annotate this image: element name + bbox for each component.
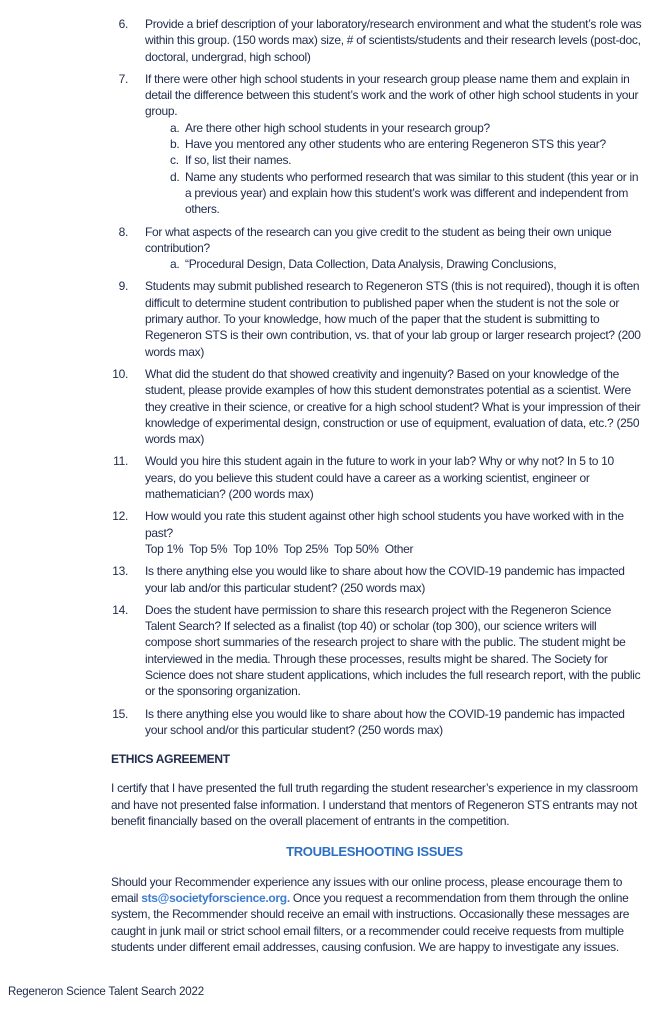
rating-options: Top 1% Top 5% Top 10% Top 25% Top 50% Other bbox=[145, 541, 414, 556]
subitem-letter: d. bbox=[170, 169, 180, 184]
question-number: 7. bbox=[118, 71, 128, 86]
question-text: For what aspects of the research can you give credit to the student as being their own unique contribution? bbox=[145, 224, 612, 255]
ethics-body: I certify that I have presented the full truth regarding the student researcher’s experience in my classroom and have not presented false information. I understand that mentors of Regeneron STS entrants may not benefit financially based on the overall placement of entrants in the competition. bbox=[111, 781, 638, 829]
question-item-15 bbox=[96, 706, 642, 739]
question-body bbox=[145, 71, 642, 218]
question-item-11 bbox=[96, 453, 642, 502]
question-body bbox=[145, 508, 642, 557]
question-number: 6. bbox=[118, 17, 128, 31]
email-link[interactable]: sts@societyforscience.org. bbox=[141, 890, 290, 905]
question-number: 8. bbox=[118, 224, 128, 239]
question-text: How would you rate this student against other high school students you have worked with in the past? bbox=[145, 509, 624, 540]
question-item-10 bbox=[96, 366, 642, 447]
troubleshooting-body bbox=[111, 874, 638, 955]
question-number: 13. bbox=[112, 564, 128, 579]
subitem-text: Have you mentored any other students who are entering Regeneron STS this year? bbox=[185, 137, 606, 152]
subitem-text: Name any students who performed research that was similar to this student (this year or in a previous year) and explain how this student’s work was different and independent from others. bbox=[185, 169, 639, 217]
subitem-letter: a. bbox=[170, 257, 180, 272]
question-text: Does the student have permission to share this research project with the Regeneron Science Talent Search? If selected as a finalist (top 40) or scholar (top 300), our science writers will compose short summaries of the research project to share with the public. The student might be interviewed in the media. Through these processes, results might be shared. The Society for Science does not share student applications, which includes the full research report, with the public or the sponsoring organization. bbox=[145, 602, 641, 699]
question-text: Provide a brief description of your laboratory/research environment and what the student’s role was within this group. (150 words max) size, # of scientists/students and their research levels (post-doc, doctoral, undergrad, high school) bbox=[145, 17, 642, 64]
question-text: Students may submit published research to Regeneron STS (this is not required), though it is often difficult to determine student contribution to published paper when the student is not the sole or primary author. To your knowledge, how much of the paper that the student is submitting to Regeneron STS is their own contribution, vs. that of your lab group or larger research project? (200 words max) bbox=[145, 279, 641, 359]
ethics-heading: ETHICS AGREEMENT bbox=[111, 752, 230, 767]
troubleshooting-text-after: Once you request a recommendation from them through the online system, the Recommender should receive an email with instructions. Occasionally these messages are caught in junk mail or strict school email filters, or a recommender could receive requests from multiple students under different email addresses, causing confusion. We are happy to investigate any issues. bbox=[111, 890, 630, 954]
subitem-letter: b. bbox=[170, 137, 180, 152]
question-subitem bbox=[170, 169, 642, 218]
question-subitem bbox=[170, 152, 642, 168]
question-number: 12. bbox=[112, 509, 128, 524]
question-list bbox=[96, 16, 642, 738]
subitem-text: Are there other high school students in your research group? bbox=[185, 120, 490, 135]
question-item-12 bbox=[96, 508, 642, 557]
question-subitem bbox=[170, 136, 642, 152]
question-item-8 bbox=[96, 224, 642, 273]
question-subitem bbox=[170, 120, 642, 136]
troubleshooting-text-before: Should your Recommender experience any issues with our online process, please encourage them to email bbox=[111, 874, 623, 905]
troubleshooting-heading: TROUBLESHOOTING ISSUES bbox=[286, 844, 463, 860]
question-body bbox=[145, 224, 642, 273]
question-number: 14. bbox=[112, 602, 128, 617]
question-item-9 bbox=[96, 278, 642, 359]
question-subitem bbox=[170, 256, 642, 272]
question-item-6 bbox=[96, 16, 642, 65]
question-text: Would you hire this student again in the future to work in your lab? Why or why not? In 5 to 10 years, do you believe this student could have a career as a working scientist, engineer or mathematician? (200 words max) bbox=[145, 454, 614, 502]
question-sublist bbox=[145, 256, 642, 272]
subitem-text: If so, list their names. bbox=[185, 153, 292, 168]
subitem-letter: c. bbox=[170, 153, 179, 168]
subitem-text: “Procedural Design, Data Collection, Data Analysis, Drawing Conclusions, bbox=[185, 257, 557, 272]
question-number: 15. bbox=[112, 706, 128, 721]
question-number: 9. bbox=[118, 279, 128, 294]
question-sublist bbox=[145, 120, 642, 218]
question-text: If there were other high school students in your research group please name them and explain in detail the difference between this student’s work and the work of other high school students in your group. bbox=[145, 71, 639, 119]
footer-text: Regeneron Science Talent Search 2022 bbox=[8, 986, 204, 998]
question-text: Is there anything else you would like to share about how the COVID-19 pandemic has impacted your school and/or this particular student? (250 words max) bbox=[145, 706, 625, 737]
question-item-14 bbox=[96, 602, 642, 700]
question-item-13 bbox=[96, 563, 642, 596]
document-page bbox=[96, 16, 642, 955]
question-item-7 bbox=[96, 71, 642, 218]
question-text: Is there anything else you would like to share about how the COVID-19 pandemic has impacted your lab and/or this particular student? (250 words max) bbox=[145, 564, 625, 595]
ethics-section bbox=[96, 751, 642, 829]
question-number: 10. bbox=[112, 366, 128, 381]
question-text: What did the student do that showed creativity and ingenuity? Based on your knowledge of the student, please provide examples of how this student demonstrates potential as a scientist. Were they creative in their science, or creative for a high school student? What is your impression of their knowledge of experimental design, construction or use of equipment, evaluation of data, etc.? (250 words max) bbox=[145, 366, 641, 447]
troubleshooting-section bbox=[96, 844, 642, 955]
question-number: 11. bbox=[113, 454, 128, 469]
subitem-letter: a. bbox=[170, 120, 180, 135]
